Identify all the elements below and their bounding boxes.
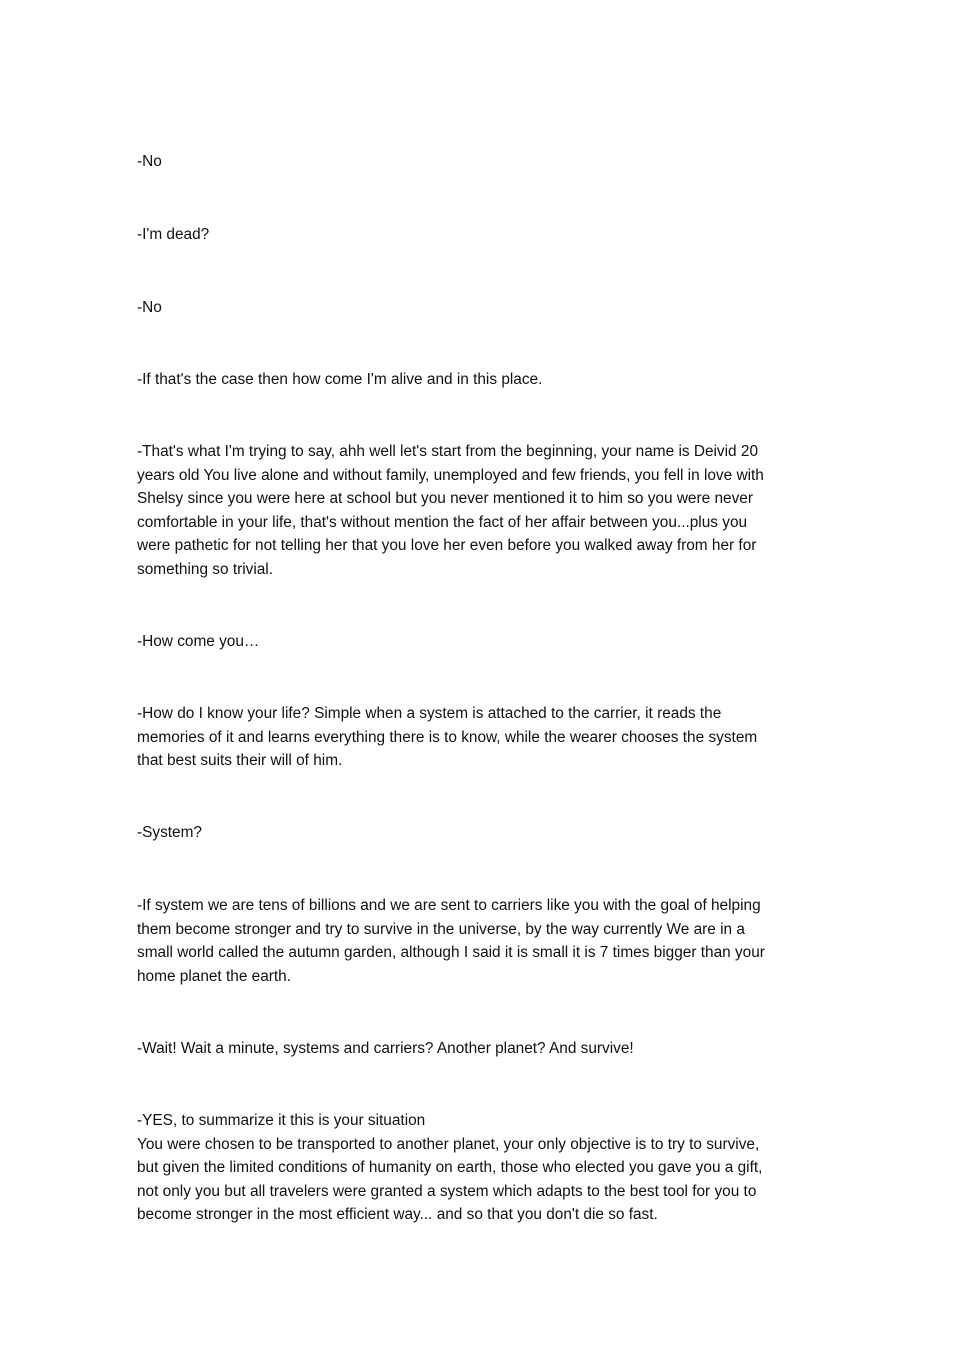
paragraph-line: You were chosen to be transported to another planet, your only objective is to try to survive, <box>137 1135 760 1153</box>
paragraph-line: were pathetic for not telling her that you love her even before you walked away from her for <box>137 537 757 555</box>
paragraph-line: -Wait! Wait a minute, systems and carriers? Another planet? And survive! <box>137 1040 634 1057</box>
paragraph-11 <box>137 1109 817 1227</box>
paragraph-2 <box>137 223 817 247</box>
paragraph-8 <box>137 821 817 845</box>
paragraph-10 <box>137 1037 817 1061</box>
paragraph-line: them become stronger and try to survive in the universe, by the way currently We are in a <box>137 920 745 938</box>
paragraph-3 <box>137 296 817 320</box>
paragraph-line: -No <box>137 299 162 316</box>
paragraph-7 <box>137 702 817 773</box>
paragraph-line: -If system we are tens of billions and we are sent to carriers like you with the goal of helping <box>137 897 761 914</box>
paragraph-line: that best suits their will of him. <box>137 752 343 770</box>
paragraph-line: small world called the autumn garden, although I said it is small it is 7 times bigger than your <box>137 944 765 962</box>
paragraph-line: -I'm dead? <box>137 226 210 243</box>
paragraph-5 <box>137 440 817 582</box>
paragraph-line: -YES, to summarize it this is your situation <box>137 1112 426 1129</box>
paragraph-line: home planet the earth. <box>137 967 292 985</box>
paragraph-6 <box>137 630 817 654</box>
paragraph-1 <box>137 150 817 174</box>
paragraph-line: something so trivial. <box>137 560 274 578</box>
paragraph-line: Shelsy since you were here at school but you never mentioned it to him so you were never <box>137 490 753 508</box>
paragraph-9 <box>137 894 817 988</box>
paragraph-line: -If that's the case then how come I'm alive and in this place. <box>137 371 543 388</box>
paragraph-line: but given the limited conditions of humanity on earth, those who elected you gave you a gift, <box>137 1159 763 1177</box>
paragraph-line: memories of it and learns everything there is to know, while the wearer chooses the system <box>137 728 758 746</box>
paragraph-line: years old You live alone and without family, unemployed and few friends, you fell in love with <box>137 466 764 484</box>
paragraph-line: -How come you… <box>137 633 260 650</box>
paragraph-line: -System? <box>137 824 202 841</box>
paragraph-4 <box>137 368 817 392</box>
paragraph-line: not only you but all travelers were granted a system which adapts to the best tool for you to <box>137 1182 757 1200</box>
paragraph-line: -That's what I'm trying to say, ahh well let's start from the beginning, your name is Deivid 20 <box>137 443 759 460</box>
paragraph-line: comfortable in your life, that's without mention the fact of her affair between you...plus you <box>137 513 748 531</box>
paragraph-line: become stronger in the most efficient way... and so that you don't die so fast. <box>137 1206 658 1224</box>
paragraph-line: -How do I know your life? Simple when a system is attached to the carrier, it reads the <box>137 705 722 722</box>
paragraph-line: -No <box>137 153 162 170</box>
